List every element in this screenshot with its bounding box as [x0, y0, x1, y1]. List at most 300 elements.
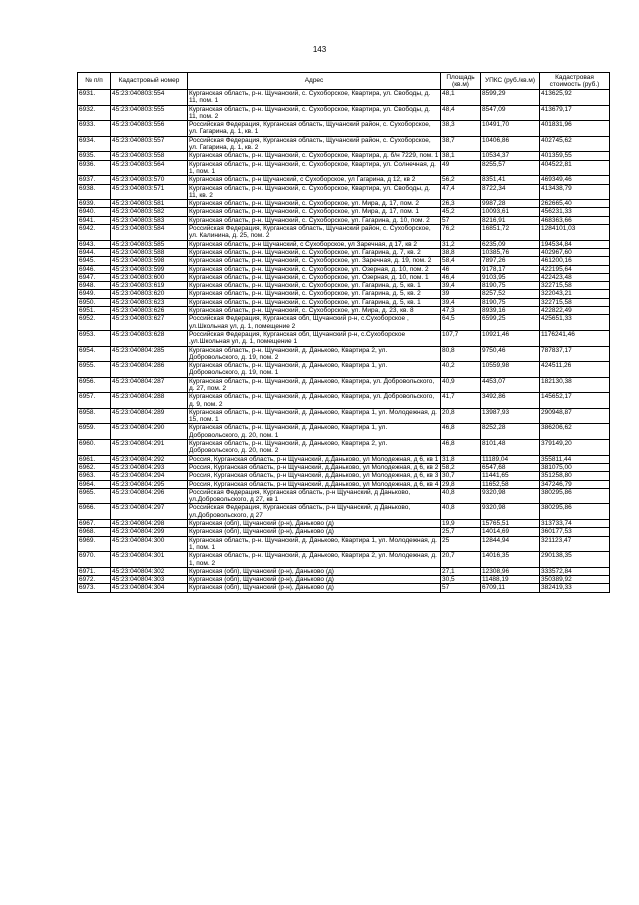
cadastral-number-cell: 45:23:040803:628: [111, 330, 188, 346]
table-row: [78, 176, 610, 184]
area-cell: 38,3: [441, 121, 481, 137]
upks-cell: 6709,11: [481, 584, 540, 592]
table-row: [78, 424, 610, 440]
area-cell: 47,4: [441, 184, 481, 200]
table-row: [78, 362, 610, 378]
area-cell: 64,5: [441, 315, 481, 331]
cadastral-cost-cell: 262665,40: [540, 200, 610, 208]
row-number-cell: 6939.: [78, 200, 111, 208]
cadastral-cost-cell: 145652,17: [540, 393, 610, 409]
cadastral-number-cell: 45:23:040804:296: [111, 488, 188, 504]
address-cell: Курганская (обл), Щучанский (р-н), Даньково (д): [188, 520, 441, 528]
area-cell: 30,7: [441, 472, 481, 480]
cadastral-number-cell: 45:23:040804:292: [111, 455, 188, 463]
address-cell: Россия, Курганская область, р-н Щучанский, д.Даньково, ул Молодежная, д 6, кв 1: [188, 455, 441, 463]
address-cell: Курганская область, р-н. Щучанский, д. Даньково, Квартира 1, ул. Добровольского, д. 19, пом. 1: [188, 362, 441, 378]
cadastral-value-table: [77, 72, 610, 593]
cadastral-cost-cell: 380295,86: [540, 488, 610, 504]
address-cell: Курганская (обл), Щучанский (р-н), Даньково (д): [188, 528, 441, 536]
cadastral-number-cell: 45:23:040804:287: [111, 377, 188, 393]
address-cell: Курганская область, р-н. Щучанский, с. Сухоборское, ул. Гагарина, д. 5, кв. 2: [188, 290, 441, 298]
area-cell: 40,2: [441, 362, 481, 378]
row-number-cell: 6966.: [78, 504, 111, 520]
address-cell: Курганская область, р-н Щучанский, с Сухоборское, ул Заречная, д 17, кв 2: [188, 240, 441, 248]
table-row: [78, 257, 610, 265]
address-cell: Курганская область, р-н. Щучанский, с. Сухоборское, ул. Гагарина, д. 10, пом. 2: [188, 216, 441, 224]
cadastral-number-cell: 45:23:040803:582: [111, 208, 188, 216]
upks-cell: 10559,98: [481, 362, 540, 378]
address-cell: Россия, Курганская область, р-н Щучанский, д.Даньково, ул Молодежная, д 6, кв 3: [188, 472, 441, 480]
cadastral-cost-cell: 404522,81: [540, 160, 610, 176]
row-number-cell: 6967.: [78, 520, 111, 528]
cadastral-cost-cell: 1284101,03: [540, 225, 610, 241]
area-cell: 25: [441, 536, 481, 552]
row-number-cell: 6933.: [78, 121, 111, 137]
cadastral-number-cell: 45:23:040803:626: [111, 307, 188, 315]
cadastral-number-cell: 45:23:040803:627: [111, 315, 188, 331]
header-upks: УПКС (руб./кв.м): [481, 73, 540, 90]
cadastral-cost-cell: 1176241,46: [540, 330, 610, 346]
row-number-cell: 6971.: [78, 567, 111, 575]
address-cell: Российская Федерация, Курганская обл, Щучанский р-н, с.Сухоборское ,ул.Школьная ул, д. 1, помещение 1: [188, 330, 441, 346]
address-cell: Курганская область, р-н. Щучанский, с. Сухоборское, ул. Озерная, д. 10, пом. 1: [188, 273, 441, 281]
table-row: [78, 248, 610, 256]
address-cell: Курганская (обл), Щучанский (р-н), Даньково (д): [188, 567, 441, 575]
upks-cell: 16851,72: [481, 225, 540, 241]
cadastral-cost-cell: 322715,58: [540, 298, 610, 306]
cadastral-number-cell: 45:23:040804:299: [111, 528, 188, 536]
cadastral-number-cell: 45:23:040803:600: [111, 273, 188, 281]
row-number-cell: 6934.: [78, 136, 111, 152]
row-number-cell: 6969.: [78, 536, 111, 552]
table-row: [78, 440, 610, 456]
area-cell: 40,9: [441, 377, 481, 393]
cadastral-number-cell: 45:23:040804:301: [111, 552, 188, 568]
cadastral-cost-cell: 413438,79: [540, 184, 610, 200]
cadastral-number-cell: 45:23:040803:564: [111, 160, 188, 176]
cadastral-cost-cell: 413625,92: [540, 90, 610, 106]
area-cell: 57: [441, 216, 481, 224]
table-row: [78, 216, 610, 224]
table-row: [78, 536, 610, 552]
address-cell: Курганская область, р-н. Щучанский, с. Сухоборское, Квартира, ул. Свободы, д. 11, кв. 2: [188, 184, 441, 200]
table-row: [78, 393, 610, 409]
upks-cell: 14014,69: [481, 528, 540, 536]
upks-cell: 8255,57: [481, 160, 540, 176]
table-row: [78, 105, 610, 121]
address-cell: Курганская область, р-н. Щучанский, с. Сухоборское, ул. Заречная, д. 19, пом. 2: [188, 257, 441, 265]
upks-cell: 13987,93: [481, 408, 540, 424]
cadastral-number-cell: 45:23:040804:290: [111, 424, 188, 440]
address-cell: Курганская область, р-н. Щучанский, с. Сухоборское, Квартира, ул. Свободы, д. 11, пом. 2: [188, 105, 441, 121]
cadastral-cost-cell: 787837,17: [540, 346, 610, 362]
address-cell: Российская Федерация, Курганская область, Щучанский район, с. Сухоборское, ул. Калинина, д. 25, пом. 2: [188, 225, 441, 241]
cadastral-number-cell: 45:23:040803:583: [111, 216, 188, 224]
upks-cell: 11189,04: [481, 455, 540, 463]
address-cell: Россия, Курганская область, р-н Щучанский, д.Даньково, ул Молодежная, д 6, кв 4: [188, 480, 441, 488]
row-number-cell: 6957.: [78, 393, 111, 409]
address-cell: Курганская область, р-н. Щучанский, д. Даньково, Квартира, ул. Добровольского, д. 9, пом. 2: [188, 393, 441, 409]
cadastral-cost-cell: 402745,62: [540, 136, 610, 152]
row-number-cell: 6963.: [78, 472, 111, 480]
cadastral-number-cell: 45:23:040803:623: [111, 298, 188, 306]
cadastral-number-cell: 45:23:040804:300: [111, 536, 188, 552]
row-number-cell: 6937.: [78, 176, 111, 184]
upks-cell: 12844,94: [481, 536, 540, 552]
area-cell: 76,2: [441, 225, 481, 241]
upks-cell: 10406,86: [481, 136, 540, 152]
cadastral-number-cell: 45:23:040804:298: [111, 520, 188, 528]
address-cell: Россия, Курганская область, р-н Щучанский, д.Даньково, ул Молодежная, д 6, кв 2: [188, 463, 441, 471]
cadastral-number-cell: 45:23:040804:288: [111, 393, 188, 409]
area-cell: 39,4: [441, 282, 481, 290]
upks-cell: 4453,07: [481, 377, 540, 393]
table-row: [78, 463, 610, 471]
cadastral-number-cell: 45:23:040803:571: [111, 184, 188, 200]
address-cell: Курганская область, р-н. Щучанский, д. Даньково, Квартира 1, ул. Добровольского, д. 20, пом. 1: [188, 424, 441, 440]
table-row: [78, 208, 610, 216]
cadastral-cost-cell: 360177,53: [540, 528, 610, 536]
area-cell: 30,5: [441, 576, 481, 584]
area-cell: 80,8: [441, 346, 481, 362]
address-cell: Курганская область, р-н. Щучанский, с. Сухоборское, ул. Мира, д. 23, кв. 8: [188, 307, 441, 315]
cadastral-number-cell: 45:23:040803:557: [111, 136, 188, 152]
upks-cell: 12308,96: [481, 567, 540, 575]
cadastral-number-cell: 45:23:040803:588: [111, 248, 188, 256]
cadastral-number-cell: 45:23:040804:289: [111, 408, 188, 424]
cadastral-cost-cell: 355811,44: [540, 455, 610, 463]
table-row: [78, 282, 610, 290]
row-number-cell: 6940.: [78, 208, 111, 216]
address-cell: Курганская область, р-н. Щучанский, с. Сухоборское, ул. Мира, д. 17, пом. 2: [188, 200, 441, 208]
address-cell: Курганская область, р-н. Щучанский, с. Сухоборское, Квартира, д. б/н 7229, пом. 1: [188, 152, 441, 160]
cadastral-number-cell: 45:23:040803:554: [111, 90, 188, 106]
address-cell: Курганская область, р-н. Щучанский, д. Даньково, Квартира 2, ул. Добровольского, д. 19, пом. 2: [188, 346, 441, 362]
address-cell: Курганская область, р-н. Щучанский, с. Сухоборское, ул. Гагарина, д. 5, кв. 1: [188, 282, 441, 290]
row-number-cell: 6964.: [78, 480, 111, 488]
table-row: [78, 290, 610, 298]
area-cell: 19,9: [441, 520, 481, 528]
upks-cell: 11488,19: [481, 576, 540, 584]
cadastral-cost-cell: 422195,64: [540, 265, 610, 273]
address-cell: Курганская область, р-н. Щучанский, д. Даньково, Квартира 2, ул. Молодежная, д. 1, пом. 2: [188, 552, 441, 568]
row-number-cell: 6952.: [78, 315, 111, 331]
cadastral-cost-cell: 386206,62: [540, 424, 610, 440]
area-cell: 46,8: [441, 424, 481, 440]
upks-cell: 6235,09: [481, 240, 540, 248]
area-cell: 40,8: [441, 488, 481, 504]
table-row: [78, 90, 610, 106]
upks-cell: 15765,51: [481, 520, 540, 528]
cadastral-cost-cell: 422423,48: [540, 273, 610, 281]
upks-cell: 7897,26: [481, 257, 540, 265]
row-number-cell: 6949.: [78, 290, 111, 298]
upks-cell: 8547,09: [481, 105, 540, 121]
area-cell: 45,2: [441, 208, 481, 216]
upks-cell: 8190,75: [481, 282, 540, 290]
area-cell: 39,4: [441, 298, 481, 306]
row-number-cell: 6932.: [78, 105, 111, 121]
row-number-cell: 6970.: [78, 552, 111, 568]
table-row: [78, 408, 610, 424]
area-cell: 26,3: [441, 200, 481, 208]
cadastral-cost-cell: 350389,92: [540, 576, 610, 584]
cadastral-cost-cell: 333572,84: [540, 567, 610, 575]
address-cell: Курганская область, р-н. Щучанский, д. Даньково, Квартира, ул. Добровольского, д. 27, пом. 2: [188, 377, 441, 393]
header-area: Площадь (кв.м): [441, 73, 481, 90]
table-row: [78, 504, 610, 520]
upks-cell: 10093,61: [481, 208, 540, 216]
cadastral-number-cell: 45:23:040804:293: [111, 463, 188, 471]
row-number-cell: 6948.: [78, 282, 111, 290]
address-cell: Курганская (обл), Щучанский (р-н), Даньково (д): [188, 584, 441, 592]
cadastral-cost-cell: 290948,87: [540, 408, 610, 424]
cadastral-cost-cell: 313733,74: [540, 520, 610, 528]
address-cell: Российская Федерация, Курганская обл, Щучанский р-н, с.Сухоборское , ул.Школьная ул, д. 1, помещение 2: [188, 315, 441, 331]
area-cell: 31,8: [441, 455, 481, 463]
upks-cell: 8351,41: [481, 176, 540, 184]
table-row: [78, 225, 610, 241]
table-row: [78, 576, 610, 584]
row-number-cell: 6954.: [78, 346, 111, 362]
cadastral-cost-cell: 425651,33: [540, 315, 610, 331]
cadastral-number-cell: 45:23:040803:555: [111, 105, 188, 121]
cadastral-cost-cell: 382419,33: [540, 584, 610, 592]
area-cell: 47,3: [441, 307, 481, 315]
cadastral-cost-cell: 347246,79: [540, 480, 610, 488]
row-number-cell: 6936.: [78, 160, 111, 176]
table-row: [78, 121, 610, 137]
table-row: [78, 567, 610, 575]
row-number-cell: 6961.: [78, 455, 111, 463]
cadastral-number-cell: 45:23:040804:285: [111, 346, 188, 362]
area-cell: 46,4: [441, 273, 481, 281]
address-cell: Курганская область, р-н. Щучанский, с. Сухоборское, ул. Гагарина, д. 5, кв. 1: [188, 298, 441, 306]
row-number-cell: 6965.: [78, 488, 111, 504]
cadastral-number-cell: 45:23:040804:303: [111, 576, 188, 584]
area-cell: 57: [441, 584, 481, 592]
cadastral-number-cell: 45:23:040804:294: [111, 472, 188, 480]
cadastral-number-cell: 45:23:040803:620: [111, 290, 188, 298]
area-cell: 27,1: [441, 567, 481, 575]
cadastral-cost-cell: 402967,60: [540, 248, 610, 256]
address-cell: Курганская область, р-н. Щучанский, д. Даньково, Квартира 1, ул. Молодежная, д. 15, пом. 1: [188, 408, 441, 424]
cadastral-cost-cell: 381075,00: [540, 463, 610, 471]
cadastral-cost-cell: 321123,47: [540, 536, 610, 552]
area-cell: 58,4: [441, 257, 481, 265]
cadastral-number-cell: 45:23:040804:286: [111, 362, 188, 378]
cadastral-cost-cell: 456231,33: [540, 208, 610, 216]
upks-cell: 8216,91: [481, 216, 540, 224]
table-header-row: [78, 73, 610, 90]
row-number-cell: 6951.: [78, 307, 111, 315]
upks-cell: 10534,37: [481, 152, 540, 160]
header-number: № п/п: [78, 73, 111, 90]
area-cell: 31,2: [441, 240, 481, 248]
table-row: [78, 346, 610, 362]
address-cell: Российская Федерация, Курганская область, Щучанский район, с. Сухоборское, ул. Гагарина, д. 1, кв. 2: [188, 136, 441, 152]
cadastral-cost-cell: 413679,17: [540, 105, 610, 121]
upks-cell: 14016,35: [481, 552, 540, 568]
address-cell: Российская Федерация, Курганская область, р-н Щучанский, д Даньково, ул.Добровольского, д 27, кв 1: [188, 488, 441, 504]
cadastral-cost-cell: 379149,20: [540, 440, 610, 456]
address-cell: Российская Федерация, Курганская область, Щучанский район, с. Сухоборское, ул. Гагарина, д. 1, кв. 1: [188, 121, 441, 137]
area-cell: 40,8: [441, 504, 481, 520]
area-cell: 58,2: [441, 463, 481, 471]
cadastral-cost-cell: 461200,16: [540, 257, 610, 265]
cadastral-number-cell: 45:23:040803:556: [111, 121, 188, 137]
cadastral-number-cell: 45:23:040803:581: [111, 200, 188, 208]
area-cell: 107,7: [441, 330, 481, 346]
area-cell: 38,1: [441, 152, 481, 160]
cadastral-cost-cell: 194534,84: [540, 240, 610, 248]
table-row: [78, 528, 610, 536]
upks-cell: 9987,28: [481, 200, 540, 208]
table-row: [78, 200, 610, 208]
area-cell: 38,7: [441, 136, 481, 152]
cadastral-number-cell: 45:23:040803:558: [111, 152, 188, 160]
table-row: [78, 307, 610, 315]
row-number-cell: 6962.: [78, 463, 111, 471]
address-cell: Курганская область, р-н. Щучанский, д. Даньково, Квартира 2, ул. Добровольского, д. 20, пом. 2: [188, 440, 441, 456]
table-row: [78, 455, 610, 463]
cadastral-number-cell: 45:23:040803:570: [111, 176, 188, 184]
address-cell: Курганская область, р-н. Щучанский, с. Сухоборское, ул. Мира, д. 17, пом. 1: [188, 208, 441, 216]
row-number-cell: 6942.: [78, 225, 111, 241]
cadastral-number-cell: 45:23:040803:584: [111, 225, 188, 241]
upks-cell: 10385,76: [481, 248, 540, 256]
area-cell: 25,7: [441, 528, 481, 536]
cadastral-cost-cell: 322715,58: [540, 282, 610, 290]
cadastral-cost-cell: 182130,38: [540, 377, 610, 393]
row-number-cell: 6944.: [78, 248, 111, 256]
cadastral-cost-cell: 401831,96: [540, 121, 610, 137]
row-number-cell: 6935.: [78, 152, 111, 160]
table-row: [78, 552, 610, 568]
table-row: [78, 265, 610, 273]
row-number-cell: 6947.: [78, 273, 111, 281]
address-cell: Курганская область, р-н Щучанский, с Сухоборское, ул Гагарина, д 12, кв 2: [188, 176, 441, 184]
cadastral-cost-cell: 380295,86: [540, 504, 610, 520]
row-number-cell: 6931.: [78, 90, 111, 106]
upks-cell: 11441,65: [481, 472, 540, 480]
header-address: Адрес: [188, 73, 441, 90]
cadastral-cost-cell: 322043,21: [540, 290, 610, 298]
table-row: [78, 488, 610, 504]
area-cell: 20,7: [441, 552, 481, 568]
table-row: [78, 240, 610, 248]
area-cell: 46,8: [441, 440, 481, 456]
upks-cell: 8252,28: [481, 424, 540, 440]
row-number-cell: 6946.: [78, 265, 111, 273]
table-row: [78, 377, 610, 393]
row-number-cell: 6956.: [78, 377, 111, 393]
row-number-cell: 6958.: [78, 408, 111, 424]
table-row: [78, 152, 610, 160]
row-number-cell: 6959.: [78, 424, 111, 440]
upks-cell: 9178,17: [481, 265, 540, 273]
area-cell: 48,1: [441, 90, 481, 106]
area-cell: 49: [441, 160, 481, 176]
table-row: [78, 330, 610, 346]
row-number-cell: 6953.: [78, 330, 111, 346]
address-cell: Российская Федерация, Курганская область, р-н Щучанский, д Даньково, ул.Добровольского, д 27: [188, 504, 441, 520]
cadastral-cost-cell: 424511,26: [540, 362, 610, 378]
cadastral-number-cell: 45:23:040804:295: [111, 480, 188, 488]
upks-cell: 10921,46: [481, 330, 540, 346]
upks-cell: 8939,16: [481, 307, 540, 315]
cadastral-cost-cell: 468363,66: [540, 216, 610, 224]
table-row: [78, 472, 610, 480]
header-cadastral-number: Кадастровый номер: [111, 73, 188, 90]
row-number-cell: 6968.: [78, 528, 111, 536]
area-cell: 46: [441, 265, 481, 273]
header-cadastral-cost: Кадастровая стоимость (руб.): [540, 73, 610, 90]
upks-cell: 6547,68: [481, 463, 540, 471]
upks-cell: 8101,48: [481, 440, 540, 456]
area-cell: 20,8: [441, 408, 481, 424]
cadastral-number-cell: 45:23:040803:598: [111, 257, 188, 265]
cadastral-number-cell: 45:23:040803:599: [111, 265, 188, 273]
address-cell: Курганская (обл), Щучанский (р-н), Даньково (д): [188, 576, 441, 584]
upks-cell: 9320,98: [481, 488, 540, 504]
cadastral-cost-cell: 351258,80: [540, 472, 610, 480]
upks-cell: 8190,75: [481, 298, 540, 306]
table-row: [78, 480, 610, 488]
upks-cell: 8722,34: [481, 184, 540, 200]
area-cell: 38,8: [441, 248, 481, 256]
area-cell: 39: [441, 290, 481, 298]
row-number-cell: 6950.: [78, 298, 111, 306]
row-number-cell: 6945.: [78, 257, 111, 265]
page-number: 143: [312, 45, 327, 54]
table-row: [78, 584, 610, 592]
row-number-cell: 6972.: [78, 576, 111, 584]
cadastral-number-cell: 45:23:040803:619: [111, 282, 188, 290]
upks-cell: 8599,29: [481, 90, 540, 106]
table-row: [78, 298, 610, 306]
cadastral-number-cell: 45:23:040803:585: [111, 240, 188, 248]
upks-cell: 10491,70: [481, 121, 540, 137]
cadastral-number-cell: 45:23:040804:304: [111, 584, 188, 592]
area-cell: 56,2: [441, 176, 481, 184]
table-row: [78, 160, 610, 176]
row-number-cell: 6955.: [78, 362, 111, 378]
row-number-cell: 6943.: [78, 240, 111, 248]
row-number-cell: 6941.: [78, 216, 111, 224]
cadastral-cost-cell: 290138,35: [540, 552, 610, 568]
address-cell: Курганская область, р-н. Щучанский, с. Сухоборское, Квартира, ул. Свободы, д. 11, пом. 1: [188, 90, 441, 106]
row-number-cell: 6938.: [78, 184, 111, 200]
upks-cell: 3492,86: [481, 393, 540, 409]
upks-cell: 9103,95: [481, 273, 540, 281]
cadastral-cost-cell: 422822,49: [540, 307, 610, 315]
cadastral-cost-cell: 469349,46: [540, 176, 610, 184]
address-cell: Курганская область, р-н. Щучанский, д. Даньково, Квартира 1, ул. Молодежная, д. 1, пом. 1: [188, 536, 441, 552]
area-cell: 48,4: [441, 105, 481, 121]
area-cell: 41,7: [441, 393, 481, 409]
row-number-cell: 6960.: [78, 440, 111, 456]
table-row: [78, 273, 610, 281]
table-row: [78, 136, 610, 152]
table-row: [78, 315, 610, 331]
upks-cell: 9750,46: [481, 346, 540, 362]
cadastral-number-cell: 45:23:040804:291: [111, 440, 188, 456]
cadastral-number-cell: 45:23:040804:297: [111, 504, 188, 520]
address-cell: Курганская область, р-н. Щучанский, с. Сухоборское, Квартира, ул. Солнечная, д. 1, пом. 1: [188, 160, 441, 176]
area-cell: 29,8: [441, 480, 481, 488]
upks-cell: 11652,58: [481, 480, 540, 488]
